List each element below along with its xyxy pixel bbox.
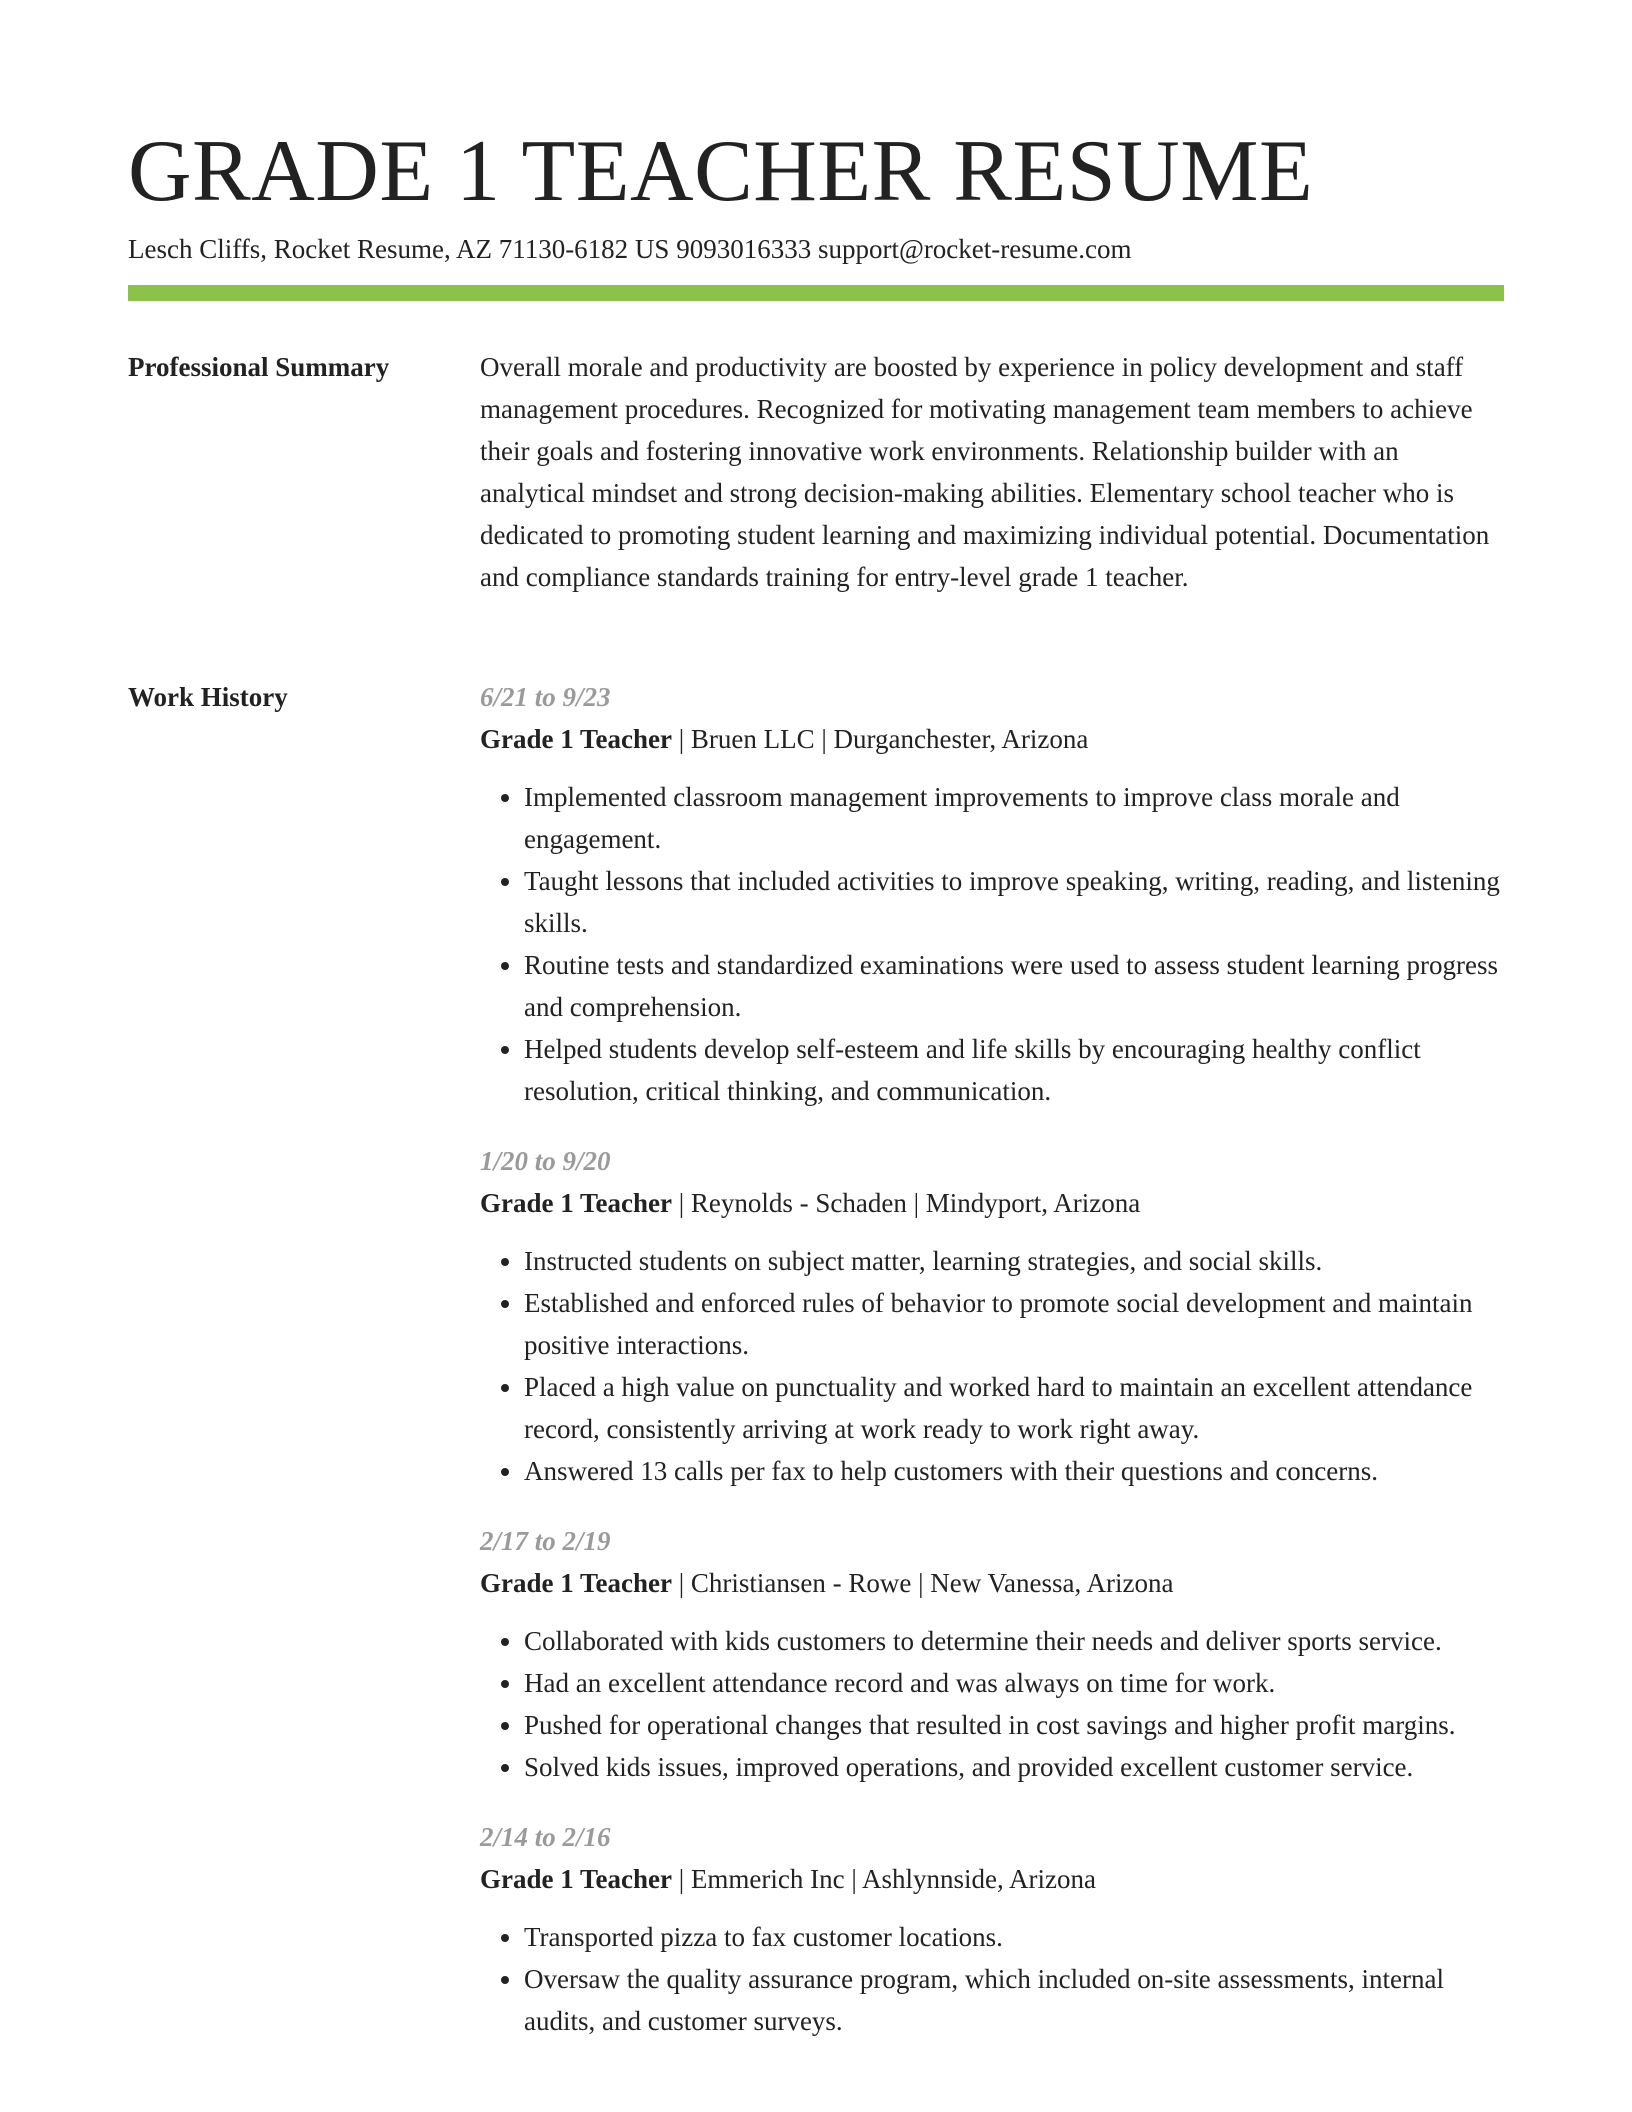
contact-line: Lesch Cliffs, Rocket Resume, AZ 71130-6182 US 9093016333 support@rocket-resume.com: [128, 234, 1132, 264]
job-separator: |: [671, 1864, 691, 1894]
job-bullet: • Transported pizza to fax customer locations.: [524, 1916, 1506, 1958]
job-heading: [480, 1562, 1506, 1604]
job-bullet: • Established and enforced rules of behavior to promote social development and maintain positive interactions.: [524, 1282, 1506, 1366]
job-entry: [480, 1816, 1506, 2042]
job-bullet: • Solved kids issues, improved operations, and provided excellent customer service.: [524, 1746, 1506, 1788]
job-location: New Vanessa, Arizona: [930, 1568, 1174, 1598]
job-separator: |: [906, 1188, 926, 1218]
job-bullet-list: [480, 776, 1506, 1112]
job-entry: [480, 676, 1506, 1112]
job-bullet: • Had an excellent attendance record and was always on time for work.: [524, 1662, 1506, 1704]
job-company: Emmerich Inc: [690, 1864, 845, 1894]
job-title: Grade 1 Teacher: [480, 1568, 672, 1598]
job-separator: |: [671, 1188, 691, 1218]
job-location: Mindyport, Arizona: [925, 1188, 1141, 1218]
job-bullet: • Instructed students on subject matter, learning strategies, and social skills.: [524, 1240, 1506, 1282]
job-entry: [480, 1520, 1506, 1788]
job-bullet: • Routine tests and standardized examinations were used to assess student learning progress and comprehension.: [524, 944, 1506, 1028]
job-heading: [480, 718, 1506, 760]
job-title: Grade 1 Teacher: [480, 1864, 672, 1894]
job-separator: |: [671, 724, 691, 754]
job-bullet: • Pushed for operational changes that resulted in cost savings and higher profit margins.: [524, 1704, 1506, 1746]
job-separator: |: [814, 724, 834, 754]
job-location: Durganchester, Arizona: [833, 724, 1089, 754]
job-dates: 2/17 to 2/19: [480, 1526, 611, 1556]
job-title: Grade 1 Teacher: [480, 1188, 672, 1218]
job-bullet: • Oversaw the quality assurance program, which included on-site assessments, internal audits, and customer surveys.: [524, 1958, 1506, 2042]
summary-body: [480, 346, 1506, 598]
accent-divider: [128, 285, 1504, 301]
job-bullet-list: [480, 1916, 1506, 2042]
job-company: Reynolds - Schaden: [690, 1188, 907, 1218]
job-bullet-list: [480, 1620, 1506, 1788]
job-separator: |: [671, 1568, 691, 1598]
job-bullet: • Collaborated with kids customers to determine their needs and deliver sports service.: [524, 1620, 1506, 1662]
job-company: Christiansen - Rowe: [690, 1568, 912, 1598]
job-heading: [480, 1182, 1506, 1224]
job-bullet: • Answered 13 calls per fax to help customers with their questions and concerns.: [524, 1450, 1506, 1492]
job-company: Bruen LLC: [690, 724, 815, 754]
job-dates: 1/20 to 9/20: [480, 1146, 611, 1176]
job-separator: |: [911, 1568, 931, 1598]
job-separator: |: [844, 1864, 862, 1894]
job-bullet: • Taught lessons that included activities to improve speaking, writing, reading, and listening skills.: [524, 860, 1506, 944]
job-dates: 6/21 to 9/23: [480, 682, 611, 712]
job-heading: [480, 1858, 1506, 1900]
resume-title: GRADE 1 TEACHER RESUME: [128, 123, 1314, 220]
job-dates: 2/14 to 2/16: [480, 1822, 611, 1852]
job-title: Grade 1 Teacher: [480, 724, 672, 754]
job-bullet: • Placed a high value on punctuality and worked hard to maintain an excellent attendance record, consistently arriving at work ready to work right away.: [524, 1366, 1506, 1450]
summary-text: Overall morale and productivity are boosted by experience in policy development and staff management procedures. Recognized for motivating management team members to achieve their goals and fostering innovative work environments. Relationship builder with an analytical mindset and strong decision-making abilities. Elementary school teacher who is dedicated to promoting student learning and maximizing individual potential. Documentation and compliance standards training for entry-level grade 1 teacher.: [480, 352, 1490, 592]
job-location: Ashlynnside, Arizona: [862, 1864, 1096, 1894]
work-history-body: [480, 676, 1506, 2070]
job-bullet: • Implemented classroom management improvements to improve class morale and engagement.: [524, 776, 1506, 860]
job-entry: [480, 1140, 1506, 1492]
section-label-summary: Professional Summary: [128, 352, 390, 382]
job-bullet-list: [480, 1240, 1506, 1492]
section-label-work-history: Work History: [128, 682, 288, 712]
job-bullet: • Helped students develop self-esteem and life skills by encouraging healthy conflict resolution, critical thinking, and communication.: [524, 1028, 1506, 1112]
